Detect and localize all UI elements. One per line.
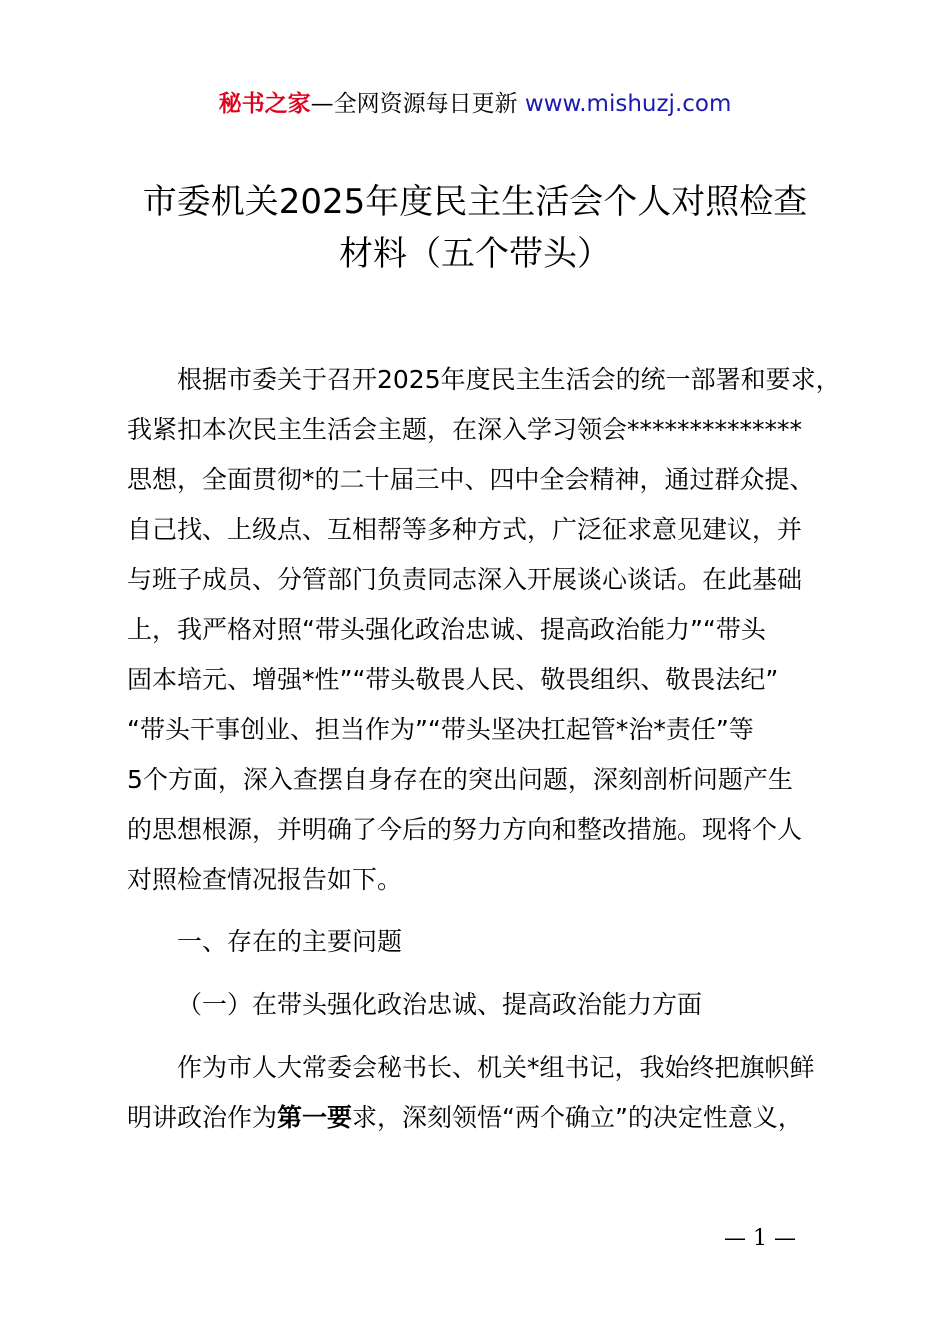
intro-line: 与班子成员、分管部门负责同志深入开展谈心谈话。在此基础 [127,565,803,594]
section-line-1: 作为市人大常委会秘书长、机关*组书记，我始终把旗帜鲜 [177,1053,815,1082]
intro-line: 我紧扣本次民主生活会主题，在深入学习领会************** [127,415,803,444]
section-line-2-start: 明讲政治作为 [127,1103,278,1132]
title-line-1: 市委机关2025年度民主生活会个人对照检查 [142,182,808,222]
header-tagline: —全网资源每日更新 [310,91,525,117]
brand-name: 秘书之家 [218,91,311,117]
intro-line: 根据市委关于召开2025年度民主生活会的统一部署和要求， [177,365,841,394]
section-line-2-end: 求，深刻领悟“两个确立”的决定性意义， [352,1103,803,1132]
intro-line: 思想，全面贯彻*的二十届三中、四中全会精神，通过群众提、 [127,465,815,494]
intro-line: 自己找、上级点、互相帮等多种方式，广泛征求意见建议，并 [127,515,803,544]
site-header [0,88,950,120]
intro-line: 5个方面，深入查摆自身存在的突出问题，深刻剖析问题产生 [127,765,793,794]
document-title [100,176,850,280]
page-number: — 1 — [724,1226,796,1251]
intro-line: 上，我严格对照“带头强化政治忠诚、提高政治能力”“带头 [127,615,766,644]
intro-line: 对照检查情况报告如下。 [127,865,403,894]
section-heading: 一、存在的主要问题 [177,927,403,956]
subsection-heading: （一）在带头强化政治忠诚、提高政治能力方面 [177,990,703,1019]
intro-line: 的思想根源，并明确了今后的努力方向和整改措施。现将个人 [127,815,803,844]
section-line-2 [127,1093,837,1143]
title-line-2: 材料（五个带头） [339,234,611,274]
intro-line: 固本培元、增强*性”“带头敬畏人民、敬畏组织、敬畏法纪” [127,665,779,694]
section-paragraph [127,1043,837,1143]
intro-line: “带头干事创业、担当作为”“带头坚决扛起管*治*责任”等 [127,715,754,744]
site-url-link[interactable]: www.mishuzj.com [524,91,732,117]
section-line-2-bold: 第一要 [277,1103,353,1132]
intro-paragraph [127,355,841,905]
